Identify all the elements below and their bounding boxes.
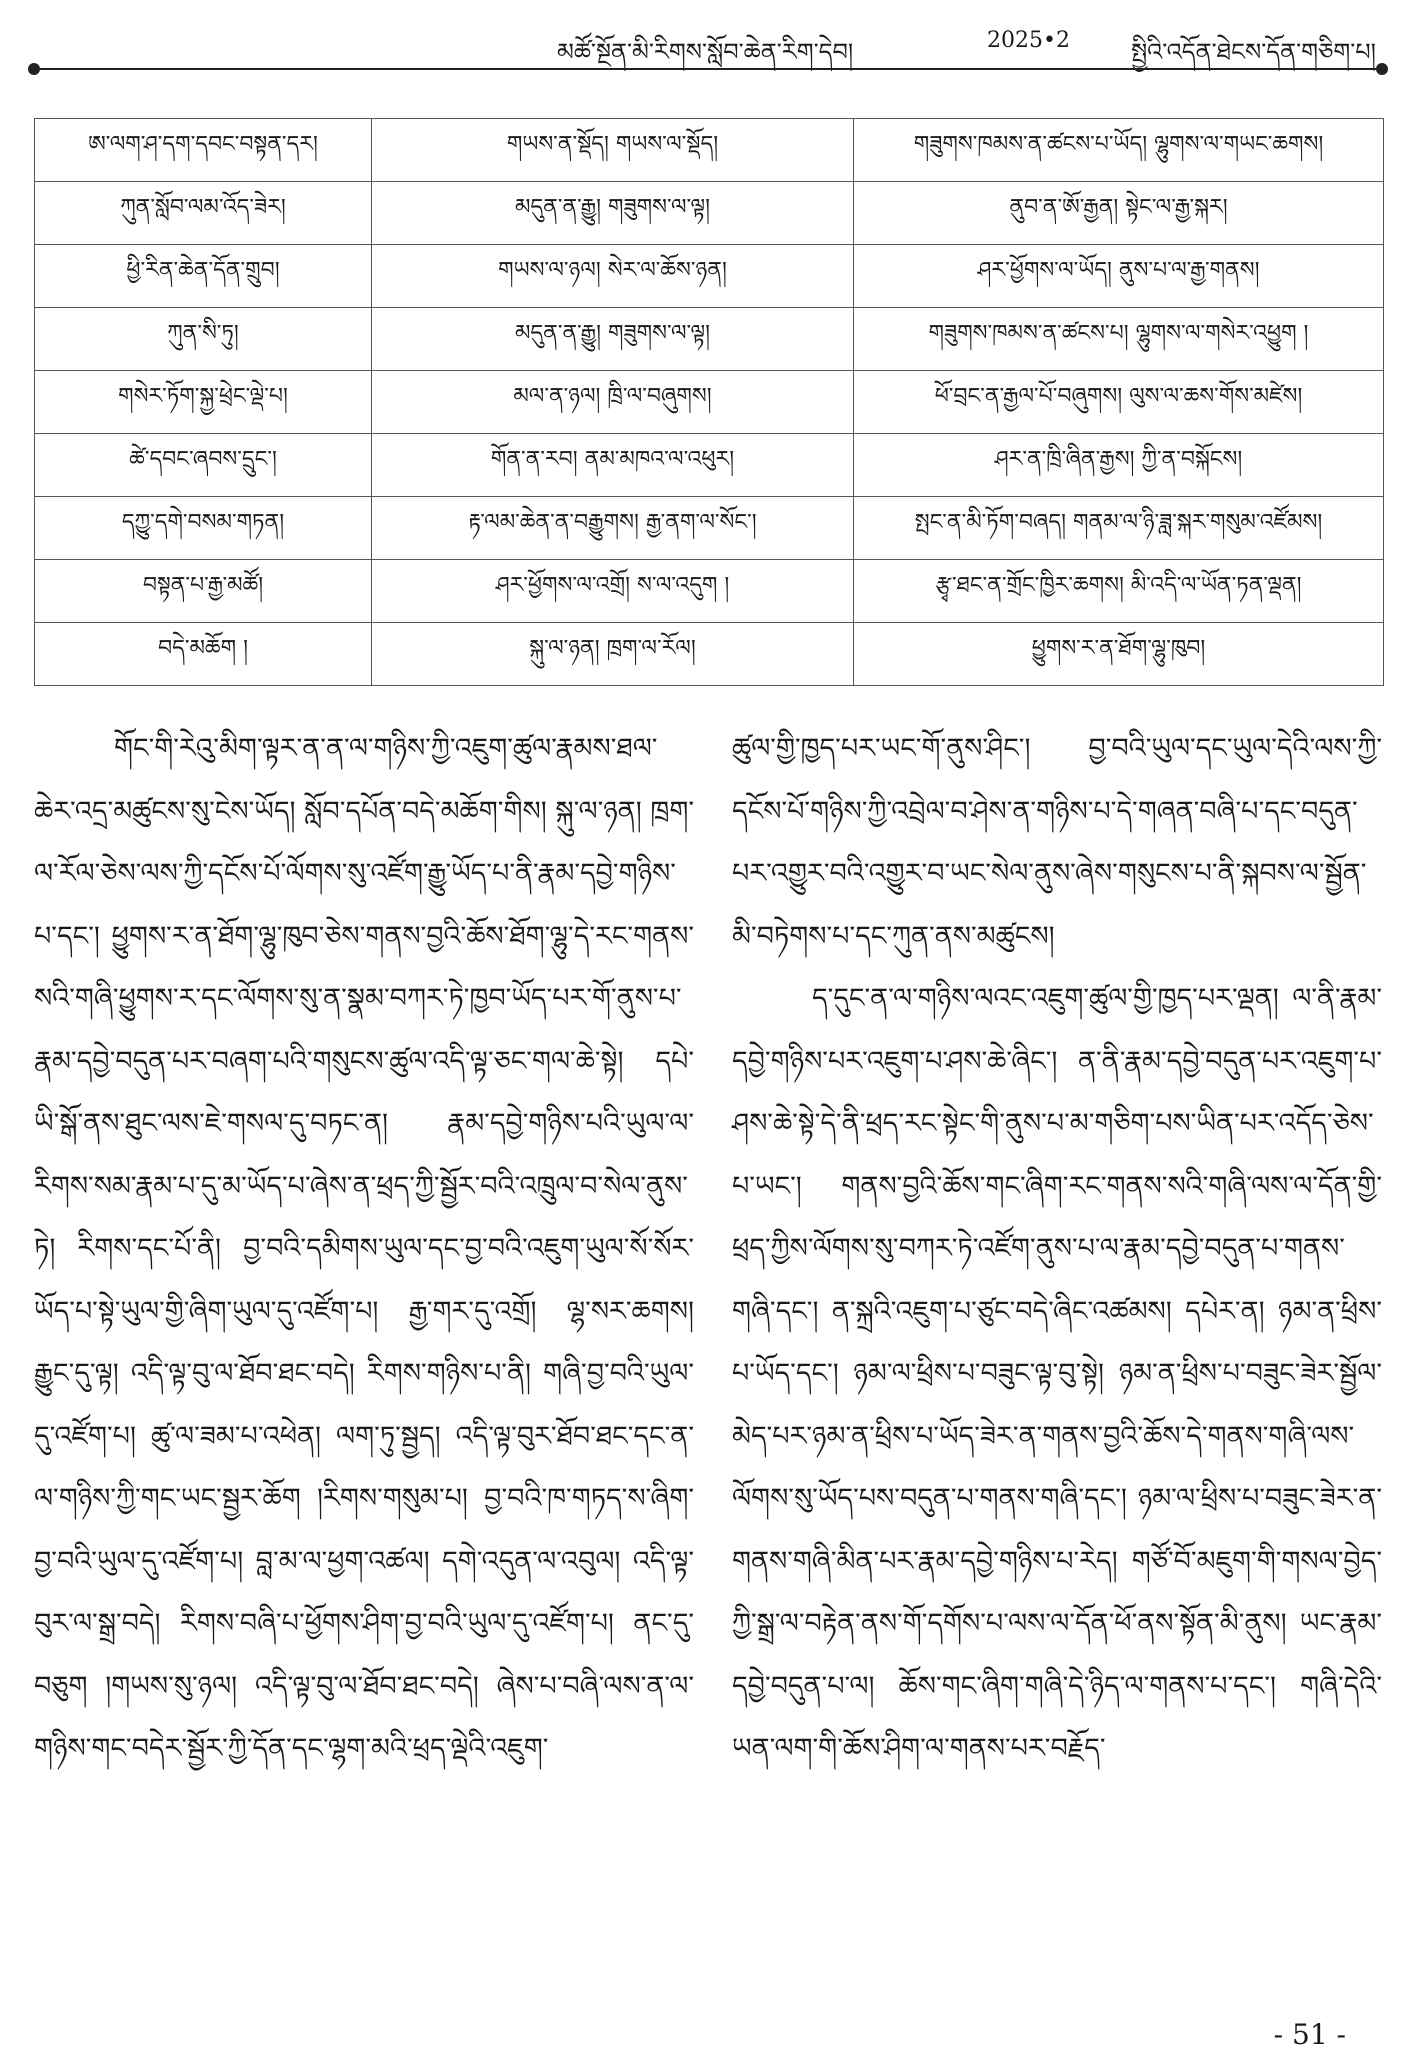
paragraph: ཚུལ་གྱི་ཁྱད་པར་ཡང་གོ་ནུས་ཤིང་། བྱ་བའི་ཡུལ་དང་ཡུལ་དེའི་ལས་ཀྱི་དངོས་པོ་གཉིས་ཀྱི་འབྲེལ་བ་ཤེས་ན་གཉིས་པ་དེ་གཞན་བཞི་པ་དང་བདུན་པར་འགྱུར་བའི་འགྱུར་བ་ཡང་སེལ་ནུས་ཞེས་གསུངས་པ་ནི་སྐབས་ལ་སྦྱོན་མི་བཏེགས་པ་དང་ཀུན་ནས་མཚུངས། bbox=[732, 733, 1382, 952]
page-number: - 51 - bbox=[1273, 2018, 1346, 2051]
table-cell: ཀུན་སི་ཏུ། bbox=[35, 308, 372, 371]
table-cell: གཡས་ན་སྡོད། གཡས་ལ་སྡོད། bbox=[372, 119, 854, 182]
table-cell: གསེར་ཏོག་སྐྱ་ཕྲེང་ལྡེ་པ། bbox=[35, 371, 372, 434]
table-row bbox=[35, 623, 1384, 686]
header-rule bbox=[34, 68, 1382, 70]
table-cell: མདུན་ན་རྒྱུ། གཟུགས་ལ་ལྟ། bbox=[372, 182, 854, 245]
table-cell: ནུབ་ན་ཨོ་རྒྱན། སྟེང་ལ་རྒྱ་སྐར། bbox=[854, 182, 1384, 245]
table-row bbox=[35, 182, 1384, 245]
table-cell: མལ་ན་ཉལ། ཁྲི་ལ་བཞུགས། bbox=[372, 371, 854, 434]
table-cell: ཚེ་དབང་ཞབས་དྲུང་། bbox=[35, 434, 372, 497]
header-rule-dot-left bbox=[28, 63, 40, 75]
table-row bbox=[35, 245, 1384, 308]
table-cell: ཕོ་བྲང་ན་རྒྱལ་པོ་བཞུགས། ལུས་ལ་ཆས་གོས་མཛེས། bbox=[854, 371, 1384, 434]
table-cell: སྤང་ན་མི་ཏོག་བཞད། གནམ་ལ་ཉི་ཟླ་སྐར་གསུམ་འཛོམས། bbox=[854, 497, 1384, 560]
table-row bbox=[35, 497, 1384, 560]
table-cell: ཕྱུགས་ར་ན་ཐོག་ལྷུ་ཁུབ། bbox=[854, 623, 1384, 686]
table-cell: ཀུན་སློབ་ལམ་འོད་ཟེར། bbox=[35, 182, 372, 245]
table-cell: དཀྱུ་དགེ་བསམ་གཏན། bbox=[35, 497, 372, 560]
table-cell: ཤར་ཕྱོགས་ལ་འགྲོ། ས་ལ་འདུག ། bbox=[372, 560, 854, 623]
issue-number: 2025•2 bbox=[987, 28, 1070, 53]
body-column-right bbox=[732, 718, 1382, 1781]
table-cell: ཕྱི་རིན་ཆེན་དོན་གྲུབ། bbox=[35, 245, 372, 308]
table-cell: བསྟན་པ་རྒྱ་མཚོ། bbox=[35, 560, 372, 623]
table-cell: ཤར་ན་ཁྲི་ཞིན་རྒྱས། ཀྱི་ན་བསྐོངས། bbox=[854, 434, 1384, 497]
table-row bbox=[35, 560, 1384, 623]
paragraph: གོང་གི་རེའུ་མིག་ལྟར་ན་ན་ལ་གཉིས་ཀྱི་འཇུག་ཚུལ་རྣམས་ཐལ་ཆེར་འདྲ་མཚུངས་སུ་ངེས་ཡོད། སློབ་དཔོན་བདེ་མཆོག་གིས། སྐུ་ལ་ཉན། ཁྲག་ལ་རོལ་ཅེས་ལས་ཀྱི་དངོས་པོ་ལོགས་སུ་འཛོག་རྒྱུ་ཡོད་པ་ནི་རྣམ་དབྱེ་གཉིས་པ་དང་། ཕྱུགས་ར་ན་ཐོག་ལྷུ་ཁུབ་ཅེས་གནས་བྱའི་ཆོས་ཐོག་ལྷུ་དེ་རང་གནས་སའི་གཞི་ཕྱུགས་ར་དང་ལོགས་སུ་ན་སྣམ་བཀར་ཏེ་ཁྱབ་ཡོད་པར་གོ་ནུས་པ་རྣམ་དབྱེ་བདུན་པར་བཞག་པའི་གསུངས་ཚུལ་འདི་ལྟ་ཅང་གལ་ཆེ་སྟེ། དཔེ་ཡི་སྒོ་ནས་ཐུང་ལས་ཇེ་གསལ་དུ་བཏང་ན། རྣམ་དབྱེ་གཉིས་པའི་ཡུལ་ལ་རིགས་སམ་རྣམ་པ་དུ་མ་ཡོད་པ་ཞེས་ན་ཕྲད་ཀྱི་སྦྱོར་བའི་འཁྲུལ་བ་སེལ་ནུས་ཏེ། རིགས་དང་པོ་ནི། བྱ་བའི་དམིགས་ཡུལ་དང་བྱ་བའི་འཇུག་ཡུལ་སོ་སོར་ཡོད་པ་སྟེ་ཡུལ་གྱི་ཞིག་ཡུལ་དུ་འཛོག་པ། རྒྱ་གར་དུ་འགྲོ། ལྷ་སར་ཆགས། རྒྱུང་དུ་ལྟ། འདི་ལྟ་བུ་ལ་ཐོབ་ཐང་བདེ། རིགས་གཉིས་པ་ནི། གཞི་བྱ་བའི་ཡུལ་དུ་འཛོག་པ། ཚུ་ལ་ཟམ་པ་འཕེན། ལག་ཏུ་སྦྱད། འདི་ལྟ་བུར་ཐོབ་ཐང་དང་ན་ལ་གཉིས་ཀྱི་གང་ཡང་སྦྱར་ཆོག །རིགས་གསུམ་པ། བྱ་བའི་ཁ་གཏད་ས་ཞིག་བྱ་བའི་ཡུལ་དུ་འཛོག་པ། བླ་མ་ལ་ཕྱག་འཚལ། དགེ་འདུན་ལ་འབུལ། འདི་ལྟ་བུར་ལ་སྒྲ་བདེ། རིགས་བཞི་པ་ཕྱོགས་ཤིག་བྱ་བའི་ཡུལ་དུ་འཛོག་པ། ནང་དུ་བཅུག །གཡས་སུ་ཉལ། འདི་ལྟ་བུ་ལ་ཐོབ་ཐང་བདེ། ཞེས་པ་བཞི་ལས་ན་ལ་གཉིས་གང་བདེར་སྦྱོར་ཀྱི་དོན་དང་ལྷག་མའི་ཕྲད་ལྡེའི་འཇུག་ bbox=[34, 733, 694, 1764]
table-cell: ཨ་ལག་ཤ་དག་དབང་བསྟན་དར། bbox=[35, 119, 372, 182]
header-rule-dot-right bbox=[1376, 63, 1388, 75]
table-cell: བདེ་མཆོག ། bbox=[35, 623, 372, 686]
table-cell: རྟ་ལམ་ཆེན་ན་བརྒྱུགས། རྒྱ་ནག་ལ་སོང་། bbox=[372, 497, 854, 560]
table-row bbox=[35, 371, 1384, 434]
table-row bbox=[35, 308, 1384, 371]
table-row bbox=[35, 434, 1384, 497]
table-cell: གཟུགས་ཁམས་ན་ཚངས་པ་ཡོད། ལྷུགས་ལ་གཡང་ཆགས། bbox=[854, 119, 1384, 182]
example-table bbox=[34, 118, 1384, 686]
table-cell: སྐུ་ལ་ཉན། ཁྲག་ལ་རོལ། bbox=[372, 623, 854, 686]
table-cell: ཤར་ཕྱོགས་ལ་ཡོད། ནུས་པ་ལ་རྒྱ་གནས། bbox=[854, 245, 1384, 308]
section-title: སྤྱིའི་འདོན་ཐེངས་དོན་གཅིག་པ། bbox=[1130, 38, 1376, 66]
table-row bbox=[35, 119, 1384, 182]
paragraph: ད་དུང་ན་ལ་གཉིས་ལའང་འཇུག་ཚུལ་གྱི་ཁྱད་པར་ལྡན། ལ་ནི་རྣམ་དབྱེ་གཉིས་པར་འཇུག་པ་ཤས་ཆེ་ཞིང་། ན་ནི་རྣམ་དབྱེ་བདུན་པར་འཇུག་པ་ཤས་ཆེ་སྟེ་དེ་ནི་ཕྲད་རང་སྟེང་གི་ནུས་པ་མ་གཅིག་པས་ཡིན་པར་འདོད་ཅེས་པ་ཡང་། གནས་བྱའི་ཆོས་གང་ཞིག་རང་གནས་སའི་གཞི་ལས་ལ་དོན་གྱི་ཕྲད་ཀྱིས་ལོགས་སུ་བཀར་ཏེ་འཛོག་ནུས་པ་ལ་རྣམ་དབྱེ་བདུན་པ་གནས་གཞི་དང་། ན་སྐྲའི་འཇུག་པ་ཙུང་བདེ་ཞིང་འཚམས། དཔེར་ན། ཉམ་ན་ཕྲིས་པ་ཡོད་དང་། ཉམ་ལ་ཕྲིས་པ་བཟུང་ལྟ་བུ་སྟེ། ཉམ་ན་ཕྲིས་པ་བཟུང་ཟེར་སྦྱོལ་མེད་པར་ཉམ་ན་ཕྲིས་པ་ཡོད་ཟེར་ན་གནས་བྱའི་ཆོས་དེ་གནས་གཞི་ལས་ལོགས་སུ་ཡོད་པས་བདུན་པ་གནས་གཞི་དང་། ཉམ་ལ་ཕྲིས་པ་བཟུང་ཟེར་ན་གནས་གཞི་མིན་པར་རྣམ་དབྱེ་གཉིས་པ་རེད། གཙོ་བོ་མཇུག་གི་གསལ་བྱེད་ཀྱི་སྒྲ་ལ་བརྟེན་ནས་གོ་དགོས་པ་ལས་ལ་དོན་ཕོ་ནས་སྟོན་མི་ནུས། ཡང་རྣམ་དབྱེ་བདུན་པ་ལ། ཆོས་གང་ཞིག་གཞི་དེ་ཉིད་ལ་གནས་པ་དང་། གཞི་དེའི་ཡན་ལག་གི་ཆོས་ཤིག་ལ་གནས་པར་བརྗོད་ bbox=[732, 983, 1382, 1764]
table-cell: གོན་ན་རབ། ནམ་མཁའ་ལ་འཕུར། bbox=[372, 434, 854, 497]
journal-title: མཚོ་སྔོན་མི་རིགས་སློབ་ཆེན་རིག་དེབ། bbox=[557, 38, 854, 66]
body-column-left bbox=[34, 718, 694, 1781]
table-cell: གཡས་ལ་ཉལ། སེར་ལ་ཆོས་ཉན། bbox=[372, 245, 854, 308]
table-cell: རྩྭ་ཐང་ན་གྲོང་ཁྱིར་ཆགས། མི་འདི་ལ་ཡོན་ཏན་ལྡན། bbox=[854, 560, 1384, 623]
page-header bbox=[32, 18, 1384, 66]
table-cell: མདུན་ན་རྒྱུ། གཟུགས་ལ་ལྟ། bbox=[372, 308, 854, 371]
table-cell: གཟུགས་ཁམས་ན་ཚངས་པ། ལྷུགས་ལ་གསེར་འཕྱུག ། bbox=[854, 308, 1384, 371]
